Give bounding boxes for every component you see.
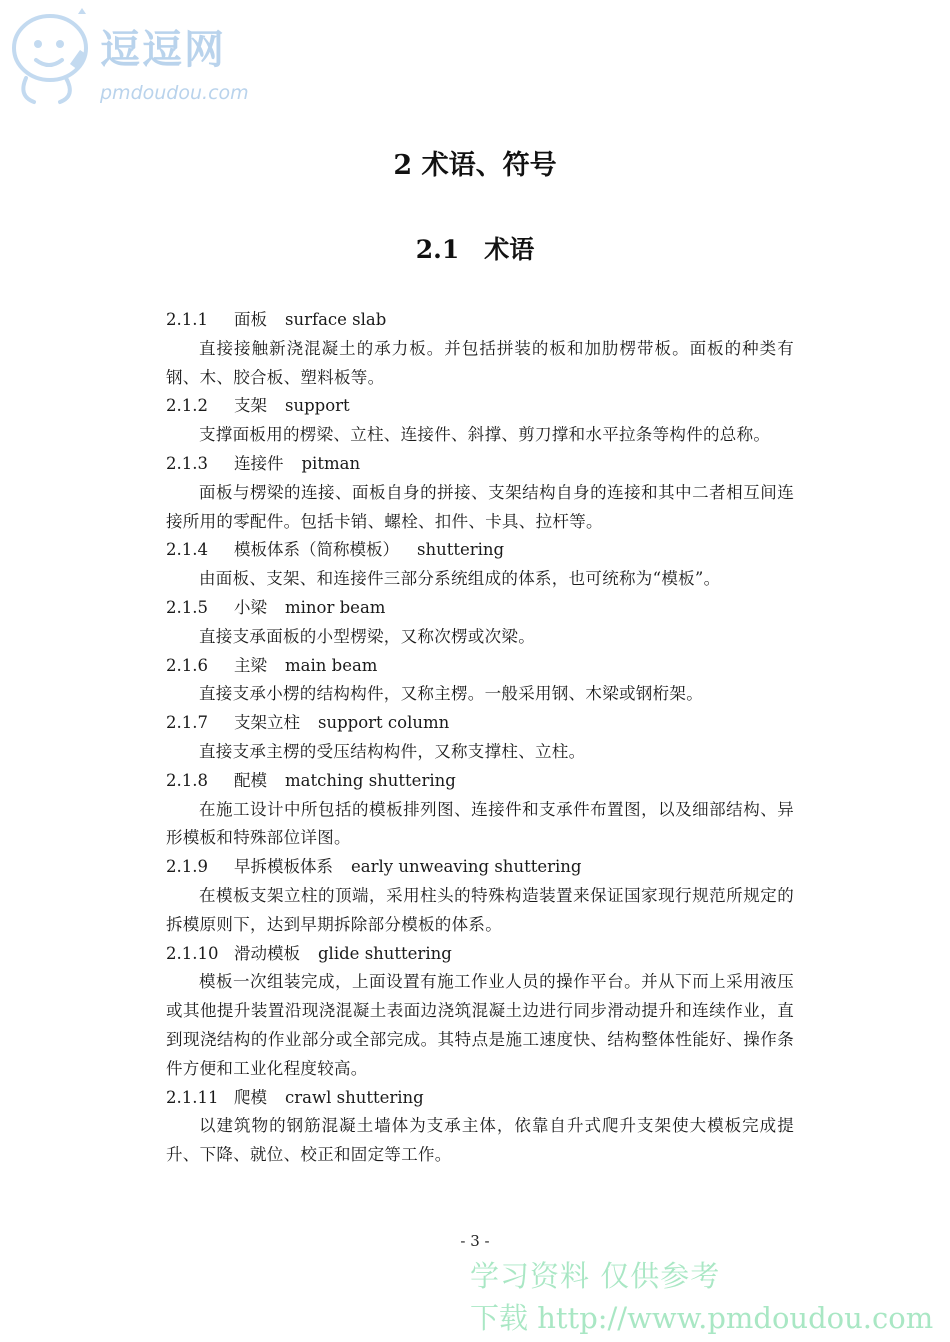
logo-name: 逗逗网 [100,27,226,73]
term-heading [166,652,794,681]
term-number: 2.1.10 [166,943,219,963]
term-entry [166,306,794,392]
term-heading [166,450,794,479]
term-entry [166,450,794,536]
term-heading [166,594,794,623]
term-entry [166,536,794,594]
term-entry [166,594,794,652]
term-chinese-name: 爬模 [234,1087,267,1107]
term-definition: 支撑面板用的楞梁、立柱、连接件、斜撑、剪刀撑和水平拉条等构件的总称。 [199,425,771,445]
term-chinese-name: 早拆模板体系 [234,857,333,877]
term-chinese-name: 模板体系（简称模板） [234,540,399,560]
term-definition: 以建筑物的钢筋混凝土墙体为支承主体，依靠自升式爬升支架使大模板完成提升、下降、就位、校正和固定等工作。 [166,1116,794,1165]
term-english-name: minor beam [285,597,386,617]
term-chinese-name: 面板 [234,310,267,329]
term-entry [166,709,794,767]
term-number: 2.1.9 [166,857,208,877]
term-definition: 由面板、支架、和连接件三部分系统组成的体系，也可统称为“模板”。 [199,569,721,589]
term-entry [166,392,794,450]
term-entry [166,1084,794,1170]
term-entry [166,940,794,1084]
term-english-name: main beam [285,655,378,675]
term-english-name: shuttering [417,540,505,560]
term-english-name: pitman [301,453,361,473]
term-english-name: support [285,396,350,416]
term-number: 2.1.6 [166,655,208,675]
watermark-line-2: 下载 http://www.pmdoudou.com [470,1301,934,1335]
page-number: - 3 - [460,1232,490,1250]
term-english-name: support column [318,713,450,733]
terms-list [166,306,794,1170]
term-heading [166,1084,794,1113]
term-heading [166,392,794,421]
section-title: 2.1 术语 [415,235,535,264]
term-number: 2.1.1 [166,310,208,329]
term-chinese-name: 主梁 [234,655,267,675]
term-number: 2.1.5 [166,597,208,617]
term-chinese-name: 小梁 [234,597,267,617]
term-entry [166,652,794,710]
term-definition: 直接支承面板的小型楞梁，又称次楞或次梁。 [199,626,535,646]
term-entry [166,767,794,853]
term-english-name: surface slab [285,310,387,329]
term-chinese-name: 配模 [234,770,267,790]
term-english-name: matching shuttering [285,770,456,790]
term-chinese-name: 支架立柱 [234,713,300,733]
watermark-line-1: 学习资料 仅供参考 [470,1259,721,1293]
term-number: 2.1.7 [166,713,208,733]
term-chinese-name: 连接件 [234,453,284,473]
term-definition: 在模板支架立柱的顶端，采用柱头的特殊构造装置来保证国家现行规范所规定的拆模原则下，达到早期拆除部分模板的体系。 [166,885,794,934]
site-logo [8,6,258,106]
term-definition: 模板一次组装完成，上面设置有施工作业人员的操作平台。并从下而上采用液压或其他提升装置沿现浇混凝土表面边浇筑混凝土边进行同步滑动提升和连续作业，直到现浇结构的作业部分或全部完成。其特点是施工速度快、结构整体性能好、操作条件方便和工业化程度较高。 [166,972,794,1078]
term-heading [166,536,794,565]
term-entry [166,853,794,939]
term-definition: 直接接触新浇混凝土的承力板。并包括拼装的板和加肋楞带板。面板的种类有钢、木、胶合板、塑料板等。 [166,338,794,387]
term-number: 2.1.2 [166,396,208,416]
term-definition: 直接支承小楞的结构构件，又称主楞。一般采用钢、木梁或钢桁架。 [199,684,703,704]
term-heading [166,709,794,738]
term-heading [166,306,794,335]
term-definition: 在施工设计中所包括的模板排列图、连接件和支承件布置图，以及细部结构、异形模板和特殊部位详图。 [166,799,794,848]
logo-domain: pmdoudou.com [100,82,249,104]
term-number: 2.1.8 [166,770,208,790]
term-heading [166,767,794,796]
term-number: 2.1.3 [166,453,208,473]
term-number: 2.1.11 [166,1087,219,1107]
mascot-icon [8,6,98,106]
term-definition: 面板与楞梁的连接、面板自身的拼接、支架结构自身的连接和其中二者相互间连接所用的零配件。包括卡销、螺栓、扣件、卡具、拉杆等。 [166,482,794,531]
term-definition: 直接支承主楞的受压结构构件，又称支撑柱、立柱。 [199,741,586,761]
term-heading [166,940,794,969]
term-chinese-name: 滑动模板 [234,943,300,963]
term-number: 2.1.4 [166,540,208,560]
chapter-title: 2 术语、符号 [393,150,557,181]
term-english-name: glide shuttering [318,943,452,963]
term-heading [166,853,794,882]
term-english-name: early unweaving shuttering [351,857,582,877]
term-chinese-name: 支架 [234,396,267,416]
term-english-name: crawl shuttering [285,1087,424,1107]
